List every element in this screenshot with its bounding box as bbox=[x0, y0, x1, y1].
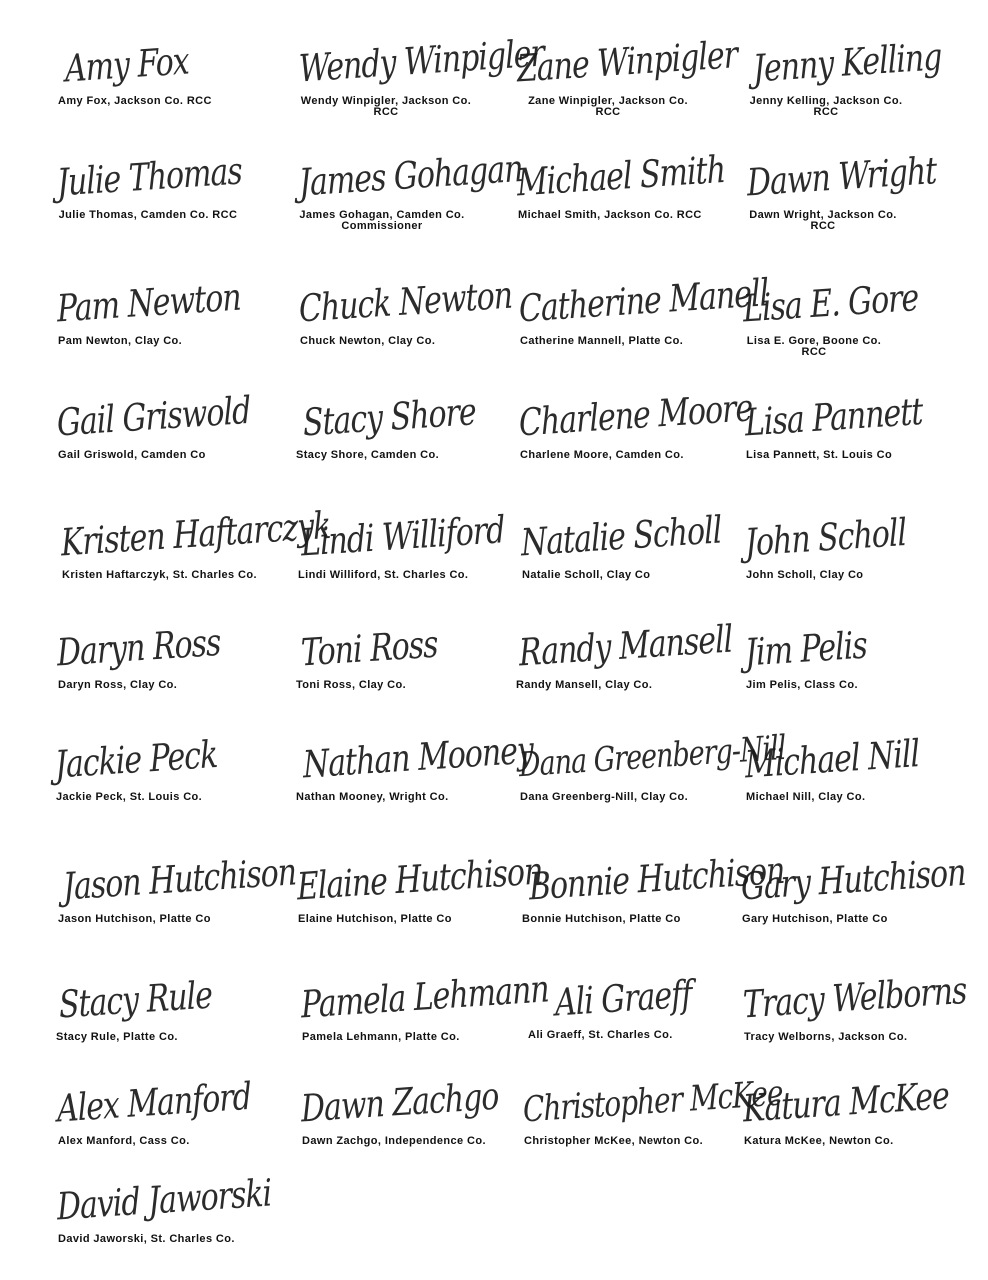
signer-label: Natalie Scholl, Clay Co bbox=[522, 569, 651, 581]
signer-label: Stacy Rule, Platte Co. bbox=[56, 1031, 178, 1043]
signature-block bbox=[58, 850, 297, 925]
handwritten-signature: John Scholl bbox=[744, 511, 907, 566]
signer-label: Amy Fox, Jackson Co. RCC bbox=[58, 95, 212, 107]
handwritten-signature: Kristen Haftarczyk bbox=[60, 504, 332, 566]
handwritten-signature: Lindi Williford bbox=[300, 508, 506, 566]
signature-block bbox=[744, 511, 976, 581]
signature-block bbox=[522, 849, 786, 925]
signature-block bbox=[300, 967, 550, 1043]
signature-block bbox=[56, 1075, 288, 1147]
signature-block bbox=[296, 622, 526, 691]
signature-block bbox=[296, 147, 524, 232]
handwritten-signature: James Gohagan bbox=[298, 147, 524, 206]
signer-label: Michael Nill, Clay Co. bbox=[746, 791, 866, 803]
signature-block bbox=[748, 35, 943, 118]
handwritten-signature: Nathan Mooney bbox=[302, 728, 534, 788]
signer-label: Lisa Pannett, St. Louis Co bbox=[746, 449, 893, 461]
handwritten-signature: Randy Mansell bbox=[518, 617, 734, 676]
handwritten-signature: Stacy Shore bbox=[302, 390, 477, 446]
signer-label: Gary Hutchison, Platte Co bbox=[742, 913, 888, 925]
handwritten-signature: Lisa Pannett bbox=[744, 390, 924, 446]
signature-block bbox=[742, 276, 920, 358]
handwritten-signature: Toni Ross bbox=[300, 622, 439, 676]
signer-label: Toni Ross, Clay Co. bbox=[296, 679, 407, 691]
handwritten-signature: Jason Hutchison bbox=[62, 850, 297, 910]
signature-block bbox=[742, 1074, 974, 1147]
signer-label: Gail Griswold, Camden Co bbox=[58, 449, 206, 461]
signature-block bbox=[518, 728, 787, 803]
signer-label: Ali Graeff, St. Charles Co. bbox=[528, 1029, 673, 1041]
signature-block bbox=[54, 733, 286, 803]
signer-label: Catherine Mannell, Platte Co. bbox=[520, 335, 684, 347]
handwritten-signature: Natalie Scholl bbox=[520, 508, 723, 566]
handwritten-signature: Dawn Wright bbox=[746, 149, 938, 206]
signature-block bbox=[518, 386, 753, 461]
signer-label: Alex Manford, Cass Co. bbox=[58, 1135, 190, 1147]
signer-label: Tracy Welborns, Jackson Co. bbox=[744, 1031, 908, 1043]
handwritten-signature: Ali Graeff bbox=[554, 972, 693, 1026]
signer-label: Stacy Shore, Camden Co. bbox=[296, 449, 440, 461]
signature-block bbox=[528, 972, 758, 1041]
signature-block bbox=[740, 851, 972, 925]
signature-block bbox=[56, 389, 288, 461]
signer-label: Katura McKee, Newton Co. bbox=[744, 1135, 894, 1147]
signer-label: Lindi Williford, St. Charles Co. bbox=[298, 569, 469, 581]
handwritten-signature: Jenny Kelling bbox=[752, 35, 943, 92]
signer-label: Dawn Zachgo, Independence Co. bbox=[302, 1135, 486, 1147]
handwritten-signature: Michael Smith bbox=[516, 148, 726, 206]
handwritten-signature: Pam Newton bbox=[56, 275, 242, 332]
signature-block bbox=[56, 621, 288, 691]
signer-label: Jackie Peck, St. Louis Co. bbox=[56, 791, 203, 803]
handwritten-signature: David Jaworski bbox=[56, 1171, 272, 1230]
signer-label: Dawn Wright, Jackson Co. RCC bbox=[749, 209, 897, 232]
signer-label: Chuck Newton, Clay Co. bbox=[300, 335, 436, 347]
signature-block bbox=[516, 617, 746, 691]
signature-block bbox=[744, 390, 976, 461]
handwritten-signature: Elaine Hutchison bbox=[296, 849, 544, 910]
signer-label: Julie Thomas, Camden Co. RCC bbox=[58, 209, 238, 221]
signature-block bbox=[60, 504, 332, 581]
signer-label: Dana Greenberg-Nill, Clay Co. bbox=[520, 791, 689, 803]
signer-label: Christopher McKee, Newton Co. bbox=[524, 1135, 704, 1147]
signer-label: Daryn Ross, Clay Co. bbox=[58, 679, 178, 691]
handwritten-signature: Katura McKee bbox=[742, 1074, 950, 1132]
signer-label: Michael Smith, Jackson Co. RCC bbox=[518, 209, 702, 221]
signature-block bbox=[744, 623, 976, 691]
signer-label: Jim Pelis, Class Co. bbox=[746, 679, 858, 691]
signature-block bbox=[746, 149, 938, 232]
signature-block bbox=[522, 1072, 784, 1147]
signature-block bbox=[296, 31, 545, 118]
handwritten-signature: Stacy Rule bbox=[58, 973, 213, 1028]
handwritten-signature: Jim Pelis bbox=[744, 623, 868, 676]
signer-label: Zane Winpigler, Jackson Co. RCC bbox=[528, 95, 688, 118]
handwritten-signature: Bonnie Hutchison bbox=[528, 849, 786, 910]
signature-block bbox=[742, 969, 974, 1043]
signer-label: James Gohagan, Camden Co. Commissioner bbox=[299, 209, 465, 232]
handwritten-signature: Gary Hutchison bbox=[740, 851, 967, 910]
signer-label: John Scholl, Clay Co bbox=[746, 569, 864, 581]
handwritten-signature: Wendy Winpigler bbox=[298, 31, 545, 92]
signature-block bbox=[296, 728, 534, 803]
handwritten-signature: Dawn Zachgo bbox=[300, 1074, 500, 1132]
signer-label: Bonnie Hutchison, Platte Co bbox=[522, 913, 681, 925]
signer-label: Elaine Hutchison, Platte Co bbox=[298, 913, 452, 925]
signer-label: Jason Hutchison, Platte Co bbox=[58, 913, 211, 925]
handwritten-signature: Christopher McKee bbox=[522, 1072, 784, 1131]
signature-block bbox=[298, 508, 528, 581]
handwritten-signature: Charlene Moore bbox=[518, 386, 753, 446]
signature-block bbox=[520, 508, 752, 581]
signer-label: Wendy Winpigler, Jackson Co. RCC bbox=[300, 95, 472, 118]
signer-label: Randy Mansell, Clay Co. bbox=[516, 679, 653, 691]
signer-label: Pamela Lehmann, Platte Co. bbox=[302, 1031, 460, 1043]
handwritten-signature: Amy Fox bbox=[64, 39, 190, 92]
signature-block bbox=[516, 33, 738, 118]
handwritten-signature: Chuck Newton bbox=[298, 273, 513, 332]
handwritten-signature: Pamela Lehmann bbox=[300, 967, 550, 1028]
handwritten-signature: Catherine Manell bbox=[518, 271, 769, 332]
handwritten-signature: Julie Thomas bbox=[56, 149, 243, 206]
handwritten-signature: Tracy Welborns bbox=[742, 969, 968, 1028]
signature-block bbox=[56, 275, 288, 347]
handwritten-signature: Gail Griswold bbox=[56, 389, 252, 446]
handwritten-signature: Daryn Ross bbox=[56, 621, 222, 676]
signature-block bbox=[744, 732, 976, 803]
signature-block bbox=[296, 849, 544, 925]
handwritten-signature: Michael Nill bbox=[744, 732, 920, 788]
signer-label: Jenny Kelling, Jackson Co. RCC bbox=[749, 95, 903, 118]
signer-label: Lisa E. Gore, Boone Co. RCC bbox=[746, 335, 882, 358]
signature-block bbox=[300, 1074, 532, 1147]
signer-label: Kristen Haftarczyk, St. Charles Co. bbox=[62, 569, 257, 581]
signer-label: Nathan Mooney, Wright Co. bbox=[296, 791, 449, 803]
signature-block bbox=[518, 271, 769, 347]
handwritten-signature: Alex Manford bbox=[56, 1075, 252, 1132]
signer-label: Pam Newton, Clay Co. bbox=[58, 335, 183, 347]
signature-block bbox=[296, 390, 526, 461]
signature-block bbox=[56, 1171, 288, 1245]
signature-block bbox=[58, 39, 288, 107]
handwritten-signature: Dana Greenberg-Nill bbox=[518, 728, 787, 786]
handwritten-signature: Lisa E. Gore bbox=[742, 276, 920, 332]
signer-label: Charlene Moore, Camden Co. bbox=[520, 449, 684, 461]
signature-block bbox=[298, 273, 530, 347]
handwritten-signature: Zane Winpigler bbox=[516, 33, 738, 92]
signature-block bbox=[56, 973, 286, 1043]
handwritten-signature: Jackie Peck bbox=[54, 733, 219, 788]
signature-block bbox=[56, 149, 243, 221]
signature-block bbox=[516, 148, 748, 221]
signer-label: David Jaworski, St. Charles Co. bbox=[58, 1233, 235, 1245]
